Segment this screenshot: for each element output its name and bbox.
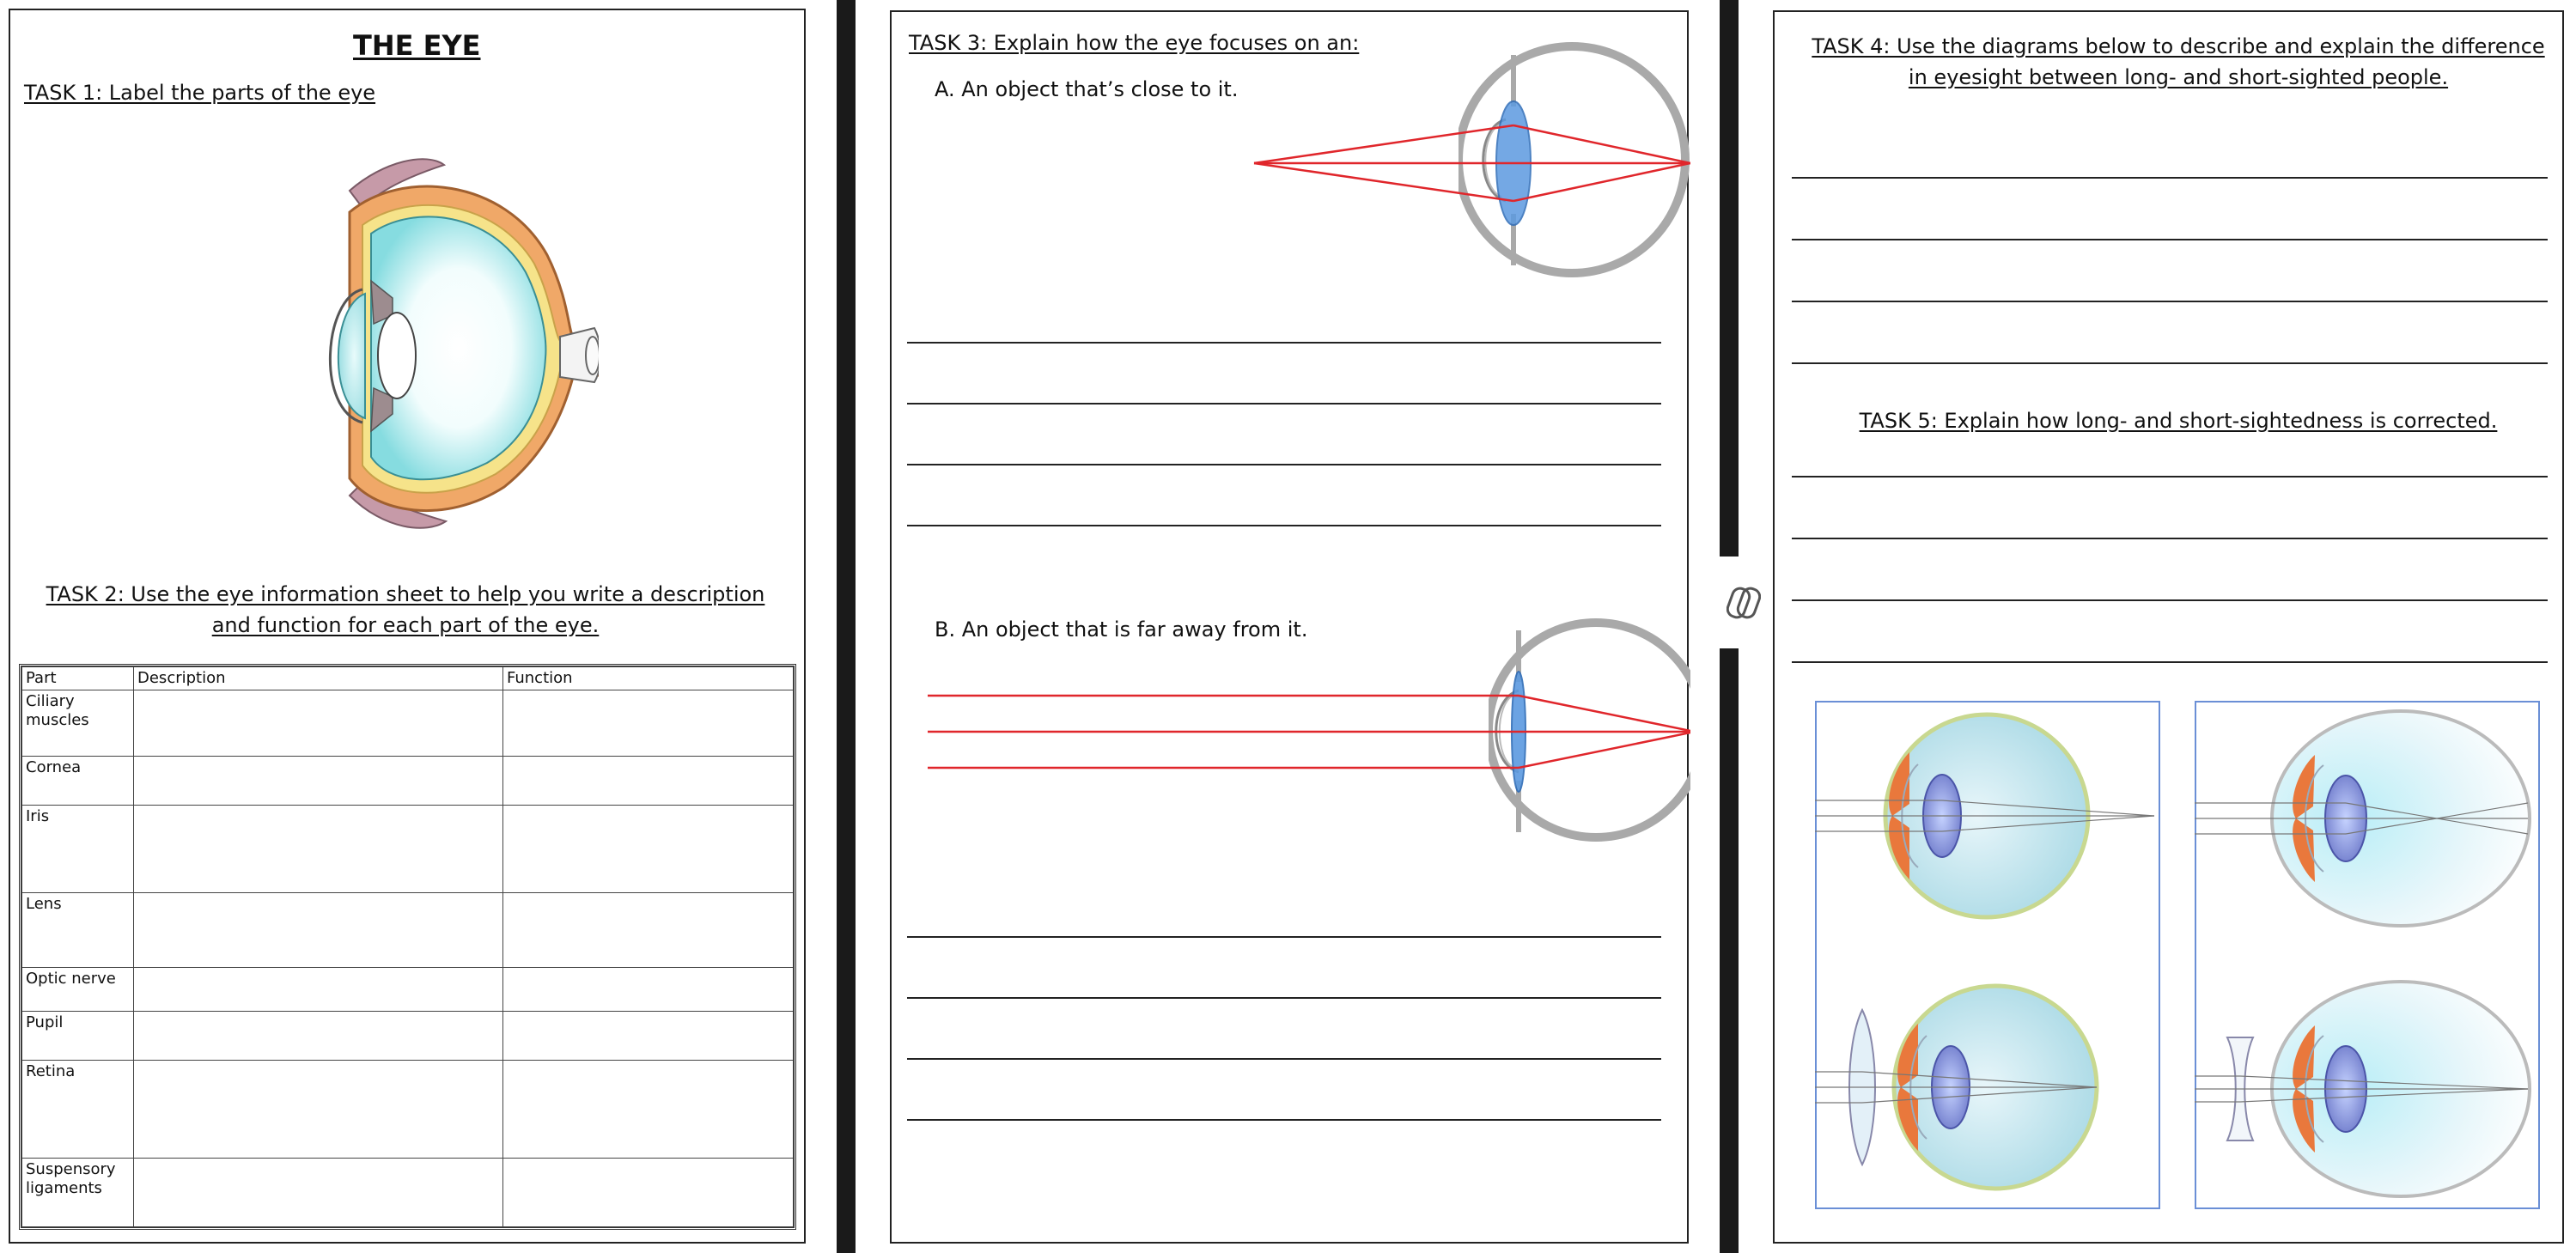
table-row-part: Iris: [22, 806, 134, 893]
answer-line[interactable]: [907, 1058, 1661, 1060]
function-cell[interactable]: [503, 690, 794, 757]
function-cell[interactable]: [503, 1159, 794, 1227]
eye-cross-section-diagram: [221, 152, 599, 538]
answer-line[interactable]: [1792, 538, 2548, 539]
separator-bar-right-top: [1720, 0, 1739, 557]
copilot-watermark-icon: [1726, 580, 1761, 627]
answer-line[interactable]: [1792, 301, 2548, 302]
separator-bar-right-bottom: [1720, 648, 1739, 1253]
light-rays-near: [1254, 125, 1690, 201]
function-cell[interactable]: [503, 968, 794, 1012]
eyeball-outline: [1459, 46, 1685, 273]
answer-line[interactable]: [1792, 362, 2548, 364]
answer-line[interactable]: [907, 997, 1661, 999]
worksheet-page-2: [890, 10, 1689, 1244]
answer-line[interactable]: [907, 525, 1661, 526]
description-cell[interactable]: [134, 1012, 503, 1060]
parts-table: [19, 664, 796, 1230]
answer-line[interactable]: [1792, 239, 2548, 240]
function-cell[interactable]: [503, 1012, 794, 1060]
description-cell[interactable]: [134, 1060, 503, 1159]
table-row-part: Cornea: [22, 756, 134, 805]
description-cell[interactable]: [134, 893, 503, 968]
table-header-part: Part: [22, 667, 134, 690]
task3-part-a: A. An object that’s close to it.: [935, 77, 1239, 101]
table-row-part: Ciliary muscles: [22, 690, 134, 757]
worksheet-page-3: [1773, 10, 2564, 1244]
answer-line[interactable]: [907, 342, 1661, 344]
answer-line[interactable]: [907, 464, 1661, 465]
task5-heading: TASK 5: Explain how long- and short-sightedness is corrected.: [1859, 409, 2498, 433]
answer-line[interactable]: [907, 403, 1661, 404]
answer-line[interactable]: [907, 936, 1661, 938]
table-header-description: Description: [134, 667, 503, 690]
answer-line[interactable]: [1792, 177, 2548, 179]
function-cell[interactable]: [503, 893, 794, 968]
task2-heading: TASK 2: Use the eye information sheet to help you write a description and function for each part of the eye.: [46, 582, 765, 637]
near-object-focus-diagram: [1218, 29, 1690, 287]
description-cell[interactable]: [134, 756, 503, 805]
function-cell[interactable]: [503, 806, 794, 893]
function-cell[interactable]: [503, 1060, 794, 1159]
table-header-function: Function: [503, 667, 794, 690]
task4-heading: TASK 4: Use the diagrams below to describe and explain the difference in eyesight between long- and short-sighted people.: [1812, 34, 2545, 89]
function-cell[interactable]: [503, 756, 794, 805]
separator-bar-left: [837, 0, 856, 1253]
worksheet-page-1: [9, 9, 806, 1244]
table-row-part: Suspensory ligaments: [22, 1159, 134, 1227]
description-cell[interactable]: [134, 690, 503, 757]
answer-line[interactable]: [1792, 661, 2548, 663]
task3-heading: TASK 3: Explain how the eye focuses on an:: [909, 31, 1360, 55]
description-cell[interactable]: [134, 1159, 503, 1227]
table-row-part: Retina: [22, 1060, 134, 1159]
light-rays-far: [928, 696, 1690, 768]
table-row-part: Optic nerve: [22, 968, 134, 1012]
table-row-part: Lens: [22, 893, 134, 968]
eye-front-mask: [1441, 665, 1489, 794]
table-row-part: Pupil: [22, 1012, 134, 1060]
task3-part-b: B. An object that is far away from it.: [935, 617, 1308, 642]
answer-line[interactable]: [1792, 599, 2548, 601]
far-object-focus-diagram: [917, 613, 1690, 862]
description-cell[interactable]: [134, 968, 503, 1012]
description-cell[interactable]: [134, 806, 503, 893]
answer-line[interactable]: [1792, 476, 2548, 477]
short-sighted-diagram-panel: [2195, 701, 2540, 1209]
lens: [378, 313, 416, 398]
answer-line[interactable]: [907, 1119, 1661, 1121]
long-sighted-diagram-panel: [1815, 701, 2160, 1209]
page-title: THE EYE: [353, 29, 481, 62]
task1-heading: TASK 1: Label the parts of the eye: [24, 81, 376, 105]
